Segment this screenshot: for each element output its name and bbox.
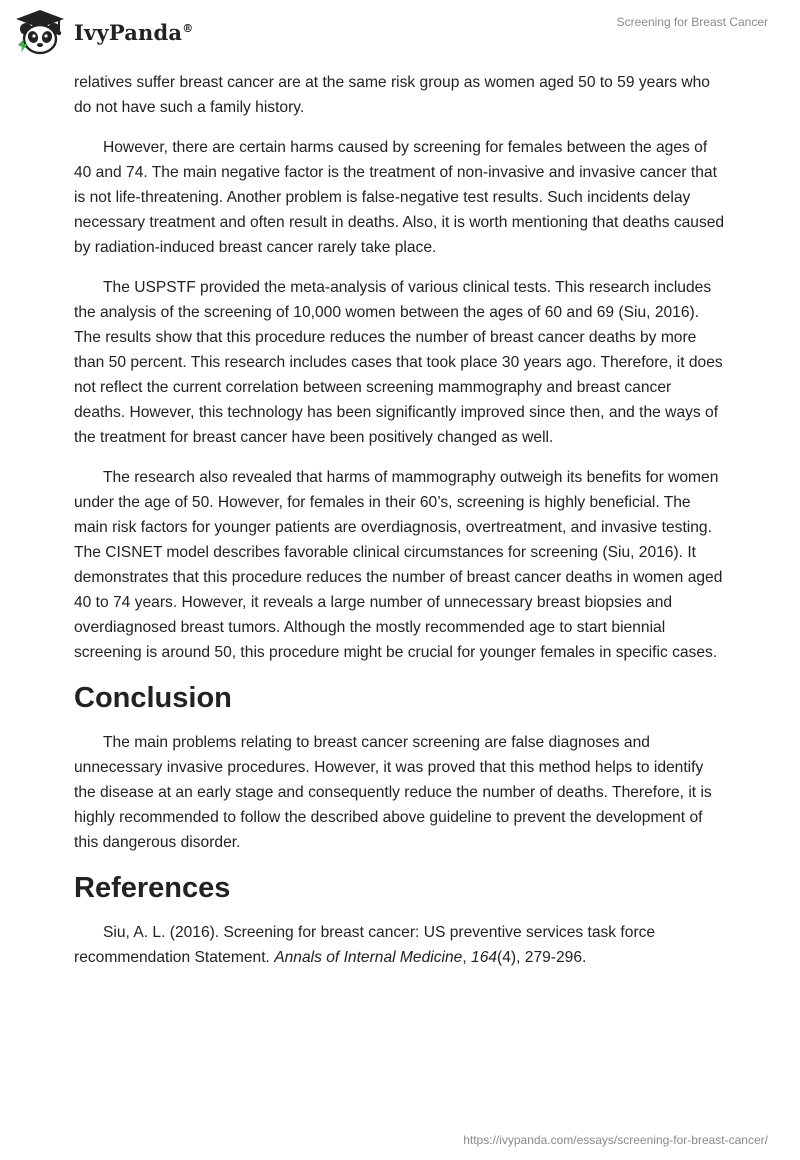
logo-text: IvyPanda (74, 19, 183, 45)
reference-separator: , (462, 949, 472, 966)
document-title: Screening for Breast Cancer (616, 15, 768, 29)
paragraph-continuation: relatives suffer breast cancer are at the same risk group as women aged 50 to 59 years who do not have such a family history. (74, 74, 710, 116)
panda-graduate-icon (14, 9, 66, 55)
paragraph-research: The research also revealed that harms of mammography outweigh its benefits for women under the age of 50. However, for females in their 60’s, screening is highly beneficial. The main risk factors for younger patients are overdiagnosis, overtreatment, and invasive testing. The CISNET model describes favorable clinical circumstances for screening (Siu, 2016). It demonstrates that this procedure reduces the number of breast cancer deaths in women aged 40 to 74 years. However, it reveals a large number of unnecessary breast biopsies and overdiagnosed breast tumors. Although the mostly recommended age to start biennial screening is around 50, this procedure might be crucial for younger females in specific cases. (74, 469, 723, 661)
conclusion-heading: Conclusion (74, 682, 232, 714)
reference-journal: Annals of Internal Medicine (274, 949, 463, 966)
paragraph-uspstf: The USPSTF provided the meta-analysis of various clinical tests. This research includes the analysis of the screening of 10,000 women between the ages of 60 and 69 (Siu, 2016). The results show that this procedure reduces the number of breast cancer deaths by more than 50 percent. This research includes cases that took place 30 years ago. Therefore, it does not reflect the current correlation between screening mammography and breast cancer deaths. However, this technology has been significantly improved since then, and the ways of the treatment for breast cancer have been positively changed as well. (74, 279, 723, 446)
reference-issue-pages: (4), 279-296. (497, 949, 587, 966)
logo-wordmark (74, 20, 193, 45)
reference-entry (74, 920, 726, 970)
page-header (0, 0, 800, 66)
conclusion-text: The main problems relating to breast cancer screening are false diagnoses and unnecessary invasive procedures. However, it was proved that this method helps to identify the disease at an early stage and consequently reduce the number of deaths. Therefore, it is highly recommended to follow the described above guideline to prevent the development of this dangerous disorder. (74, 734, 712, 851)
paragraph-harms: However, there are certain harms caused by screening for females between the ages of 40 and 74. The main negative factor is the treatment of non-invasive and invasive cancer that is not life-threatening. Another problem is false-negative test results. Such incidents delay necessary treatment and often result in deaths. Also, it is worth mentioning that deaths caused by radiation-induced breast cancer rarely take place. (74, 139, 725, 256)
essay-body (74, 70, 726, 985)
references-heading: References (74, 872, 231, 904)
footer-url-link[interactable]: https://ivypanda.com/essays/screening-for-breast-cancer/ (463, 1133, 768, 1147)
registered-mark: ® (182, 21, 194, 35)
reference-authors-title: Siu, A. L. (2016). Screening for breast cancer: US preventive services task force recommendation Statement. (74, 924, 656, 966)
ivypanda-logo[interactable] (14, 8, 193, 56)
reference-volume: 164 (471, 949, 498, 966)
